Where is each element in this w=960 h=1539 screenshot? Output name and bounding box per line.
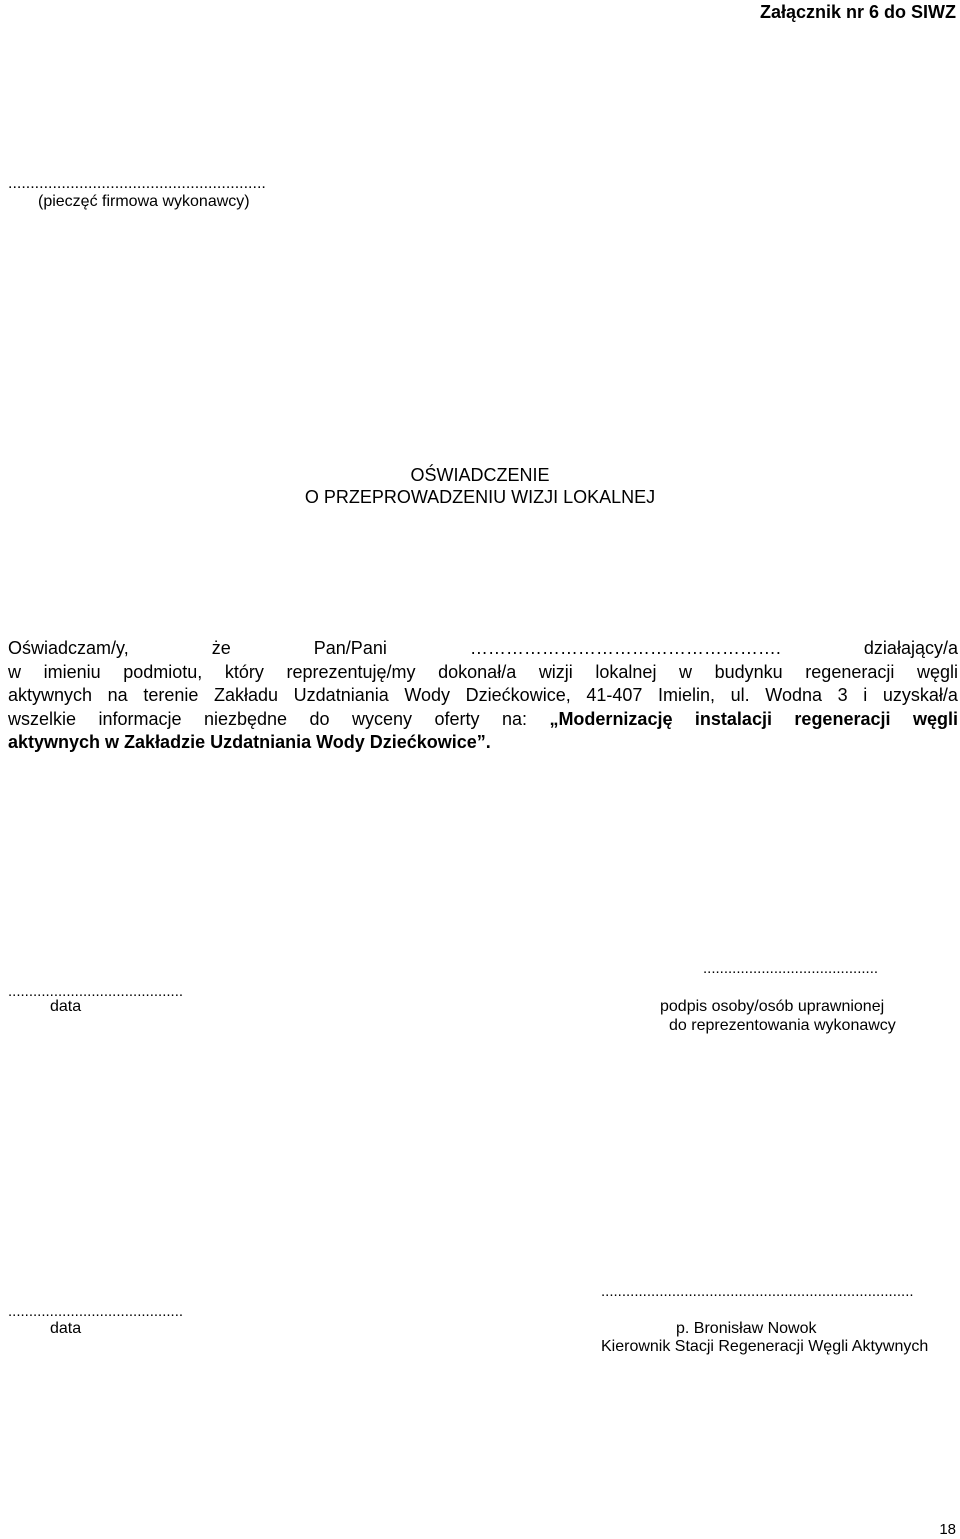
date-label-1: data xyxy=(50,998,82,1015)
date-label-2: data xyxy=(50,1320,82,1337)
page-number: 18 xyxy=(939,1521,956,1538)
signature-dots-1: .......................................... xyxy=(703,960,879,977)
statement-line-2: w imieniu podmiotu, który reprezentuję/my dokonał/a wizji lokalnej w budynku regeneracji węgli xyxy=(8,661,958,682)
name-placeholder: ……………………………………………. xyxy=(469,638,781,658)
signatory-name: p. Bronisław Nowok xyxy=(676,1320,817,1337)
statement-paragraph xyxy=(8,637,958,755)
company-stamp-label: (pieczęć firmowa wykonawcy) xyxy=(38,193,250,210)
signature-dots-2: ........................................................................... xyxy=(601,1283,914,1300)
document-title xyxy=(0,464,960,508)
title-line-1: OŚWIADCZENIE xyxy=(410,465,550,485)
title-line-2: O PRZEPROWADZENIU WIZJI LOKALNEJ xyxy=(304,487,656,507)
statement-line-5 xyxy=(8,731,958,755)
annex-label: Załącznik nr 6 do SIWZ xyxy=(759,2,956,22)
signature-label-1a: podpis osoby/osób uprawnionej xyxy=(660,998,885,1015)
signatory-title: Kierownik Stacji Regeneracji Węgli Aktywnych xyxy=(601,1338,929,1355)
signature-label-1b: do reprezentowania wykonawcy xyxy=(669,1017,896,1034)
company-stamp-dots: .......................................................... xyxy=(8,175,266,192)
date-field-dots-1: .......................................... xyxy=(8,983,184,1000)
statement-line-4: wszelkie informacje niezbędne do wyceny oferty na: „Modernizację instalacji regeneracji węgli xyxy=(8,708,958,729)
statement-line-3: aktywnych na terenie Zakładu Uzdatniania Wody Dziećkowice, 41-407 Imielin, ul. Wodna 3 i uzyskał/a xyxy=(8,685,958,705)
statement-line-1: Oświadczam/y, że Pan/Pani ……………………………………………. działający/a xyxy=(8,637,958,661)
date-field-dots-2: .......................................... xyxy=(8,1303,184,1320)
project-name: aktywnych w Zakładzie Uzdatniania Wody Dziećkowice”. xyxy=(8,732,491,752)
